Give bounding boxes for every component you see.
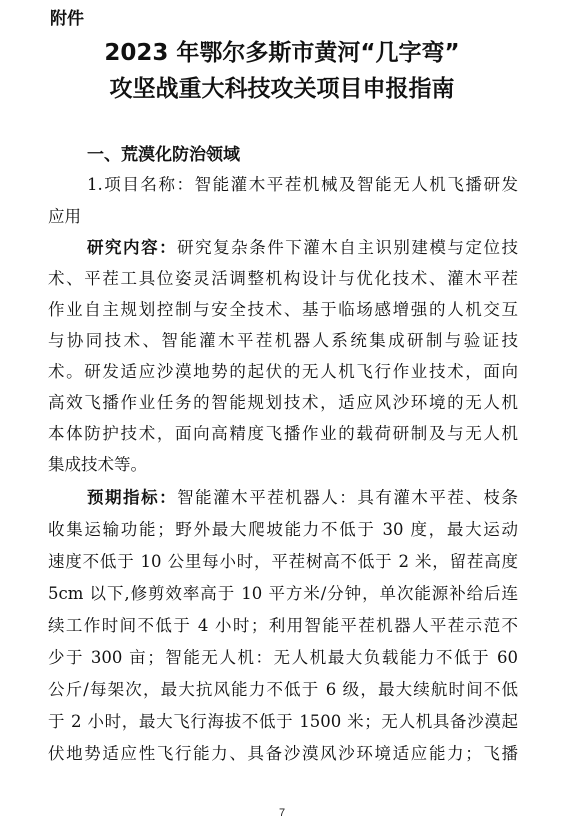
paragraph-line: 高效飞播作业任务的智能规划技术，适应风沙环境的无人机 [48,393,518,412]
paragraph-line: 续工作时间不低于 4 小时；利用智能平茬机器人平茬示范不 [48,616,518,635]
paragraph-line: 5cm 以下,修剪效率高于 10 平方米/分钟，单次能源补给后连 [48,584,518,603]
project-name-line-1: 1.项目名称：智能灌木平茬机械及智能无人机飞播研发 [87,175,518,194]
paragraph-line: 少于 300 亩；智能无人机：无人机最大负载能力不低于 60 [48,648,518,667]
paragraph-line: 速度不低于 10 公里每小时，平茬树高不低于 2 米，留茬高度 [48,552,518,571]
paragraph-line: 术。研发适应沙漠地势的起伏的无人机飞行作业技术，面向 [48,362,518,381]
title-line-1: 2023 年鄂尔多斯市黄河“几字弯” [104,40,460,66]
research-content-label: 研究内容： [87,238,178,257]
paragraph-line: 作业自主规划控制与安全技术、基于临场感增强的人机交互 [48,300,518,319]
section-heading: 一、荒漠化防治领域 [87,145,240,165]
expected-targets-label: 预期指标： [87,488,178,507]
paragraph-line: 智能灌木平茬机器人：具有灌木平茬、枝条 [177,488,519,507]
paragraph-line: 术、平茬工具位姿灵活调整机构设计与优化技术、灌木平茬 [48,269,518,288]
paragraph-line: 本体防护技术，面向高精度飞播作业的载荷研制及与无人机 [48,424,518,443]
page-number: 7 [278,807,286,819]
paragraph-line: 公斤/每架次，最大抗风能力不低于 6 级，最大续航时间不低 [48,680,518,699]
paragraph-line: 伏地势适应性飞行能力、具备沙漠风沙环境适应能力；飞播 [48,744,518,763]
paragraph-line: 与协同技术、智能灌木平茬机器人系统集成研制与验证技 [48,331,518,350]
attachment-label: 附件 [50,9,84,29]
paragraph-line: 集成技术等。 [48,455,147,474]
research-content-line [87,236,518,260]
paragraph-line: 研究复杂条件下灌木自主识别建模与定位技 [177,238,519,257]
paragraph-line: 收集运输功能；野外最大爬坡能力不低于 30 度，最大运动 [48,520,518,539]
project-name-line-2: 应用 [48,207,81,226]
expected-targets-line [87,486,518,510]
title-line-2: 攻坚战重大科技攻关项目申报指南 [109,76,455,102]
paragraph-line: 于 2 小时，最大飞行海拔不低于 1500 米；无人机具备沙漠起 [48,712,518,731]
